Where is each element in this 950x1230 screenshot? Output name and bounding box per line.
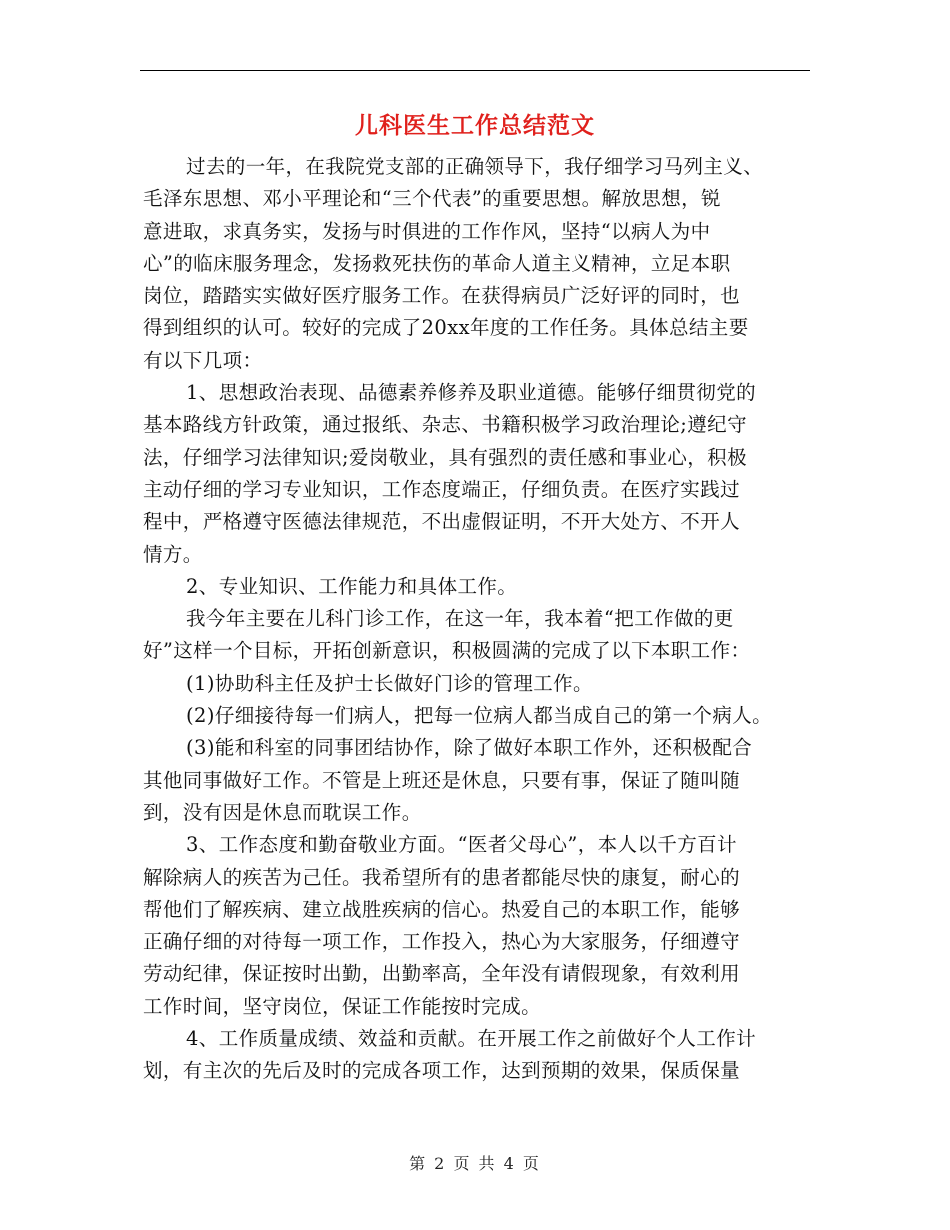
text-line: 正确仔细的对待每一项工作，工作投入，热心为大家服务，仔细遵守	[143, 930, 741, 954]
text-line: 基本路线方针政策，通过报纸、杂志、书籍积极学习政治理论;遵纪守	[143, 413, 747, 437]
text-line: 心”的临床服务理念，发扬救死扶伤的革命人道主义精神，立足本职	[143, 251, 731, 275]
text-line: 划，有主次的先后及时的完成各项工作，达到预期的效果，保质保量	[143, 1059, 741, 1083]
text-line: 有以下几项：	[143, 348, 263, 372]
text-line: 法，仔细学习法律知识;爱岗敬业，具有强烈的责任感和事业心，积极	[143, 445, 747, 469]
text-line: 劳动纪律，保证按时出勤，出勤率高，全年没有请假现象，有效利用	[143, 962, 741, 986]
text-line: 情方。	[143, 542, 203, 566]
text-line: 岗位，踏踏实实做好医疗服务工作。在获得病员广泛好评的同时，也	[143, 284, 741, 308]
text-line: 工作时间，坚守岗位，保证工作能按时完成。	[143, 994, 542, 1018]
text-line: 到，没有因是休息而耽误工作。	[143, 800, 422, 824]
text-line: 主动仔细的学习专业知识，工作态度端正，仔细负责。在医疗实践过	[143, 477, 741, 501]
text-line: (1)协助科主任及护士长做好门诊的管理工作。	[186, 671, 593, 695]
text-line: 帮他们了解疾病、建立战胜疾病的信心。热爱自己的本职工作，能够	[143, 897, 741, 921]
page-footer: 第 2 页 共 4 页	[409, 1154, 541, 1173]
text-line: 2、专业知识、工作能力和具体工作。	[186, 574, 518, 598]
text-line: 3、工作态度和勤奋敬业方面。“医者父母心”，本人以千方百计	[186, 833, 737, 857]
text-line: 程中，严格遵守医德法律规范，不出虚假证明，不开大处方、不开人	[143, 510, 741, 534]
document-body	[143, 151, 815, 1088]
text-line: 过去的一年，在我院党支部的正确领导下，我仔细学习马列主义、	[186, 155, 764, 178]
text-line: (2)仔细接待每一们病人，把每一位病人都当成自己的第一个病人。	[186, 704, 773, 728]
header-rule	[140, 70, 810, 71]
text-line: 我今年主要在儿科门诊工作，在这一年，我本着“把工作做的更	[186, 607, 734, 631]
text-line: 解除病人的疾苦为己任。我希望所有的患者都能尽快的康复，耐心的	[143, 865, 741, 889]
text-line: 4、工作质量成绩、效益和贡献。在开展工作之前做好个人工作计	[186, 1027, 757, 1051]
text-line: 意进取，求真务实，发扬与时俱进的工作作风，坚持“以病人为中	[143, 219, 711, 243]
text-line: 1、思想政治表现、品德素养修养及职业道德。能够仔细贯彻党的	[186, 381, 757, 405]
text-line: 其他同事做好工作。不管是上班还是休息，只要有事，保证了随叫随	[143, 768, 741, 792]
text-line: 好”这样一个目标，开拓创新意识，积极圆满的完成了以下本职工作：	[143, 639, 751, 663]
text-line: 得到组织的认可。较好的完成了20xx年度的工作任务。具体总结主要	[143, 316, 749, 340]
text-line: (3)能和科室的同事团结协作，除了做好本职工作外，还积极配合	[186, 736, 753, 760]
document-title: 儿科医生工作总结范文	[355, 113, 595, 139]
text-line: 毛泽东思想、邓小平理论和“三个代表”的重要思想。解放思想，锐	[143, 187, 721, 211]
